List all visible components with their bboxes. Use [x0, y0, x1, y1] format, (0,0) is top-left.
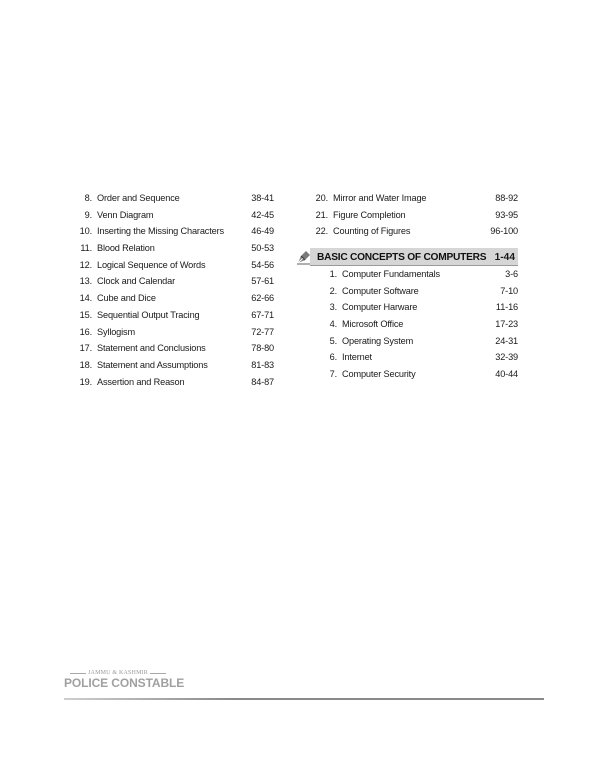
entry-title: Internet: [342, 352, 372, 363]
entry-title: Computer Security: [342, 369, 416, 380]
entry-pages: 32-39: [495, 352, 518, 363]
entry-title: Computer Software: [342, 285, 419, 296]
toc-entry[interactable]: [306, 283, 518, 300]
toc-entry[interactable]: [306, 366, 518, 383]
entry-pages: 93-95: [495, 209, 518, 220]
entry-title: Operating System: [342, 335, 414, 346]
entry-number: 2.: [329, 285, 337, 296]
toc-entry[interactable]: [72, 257, 274, 274]
entry-title: Clock and Calendar: [97, 276, 175, 287]
entry-number: 21.: [315, 209, 328, 220]
entry-pages: 40-44: [495, 369, 518, 380]
toc-entry[interactable]: [72, 273, 274, 290]
entry-pages: 88-92: [495, 193, 518, 203]
entry-pages: 72-77: [251, 326, 274, 337]
entry-title: Computer Fundamentals: [342, 269, 440, 279]
entry-number: 19.: [79, 376, 92, 387]
entry-pages: 24-31: [495, 335, 518, 346]
toc-entry[interactable]: [72, 374, 274, 391]
entry-title: Logical Sequence of Words: [97, 259, 206, 270]
entry-title: Order and Sequence: [97, 193, 180, 203]
entry-number: 1.: [329, 269, 337, 279]
entry-pages: 7-10: [500, 285, 518, 296]
entry-number: 13.: [79, 276, 92, 287]
entry-pages: 81-83: [251, 359, 274, 370]
toc-entry[interactable]: [72, 190, 274, 207]
entry-title: Computer Harware: [342, 302, 418, 313]
toc-entry[interactable]: [72, 340, 274, 357]
section-heading-computers[interactable]: [296, 248, 518, 266]
toc-entry[interactable]: [72, 223, 274, 240]
entry-pages: 50-53: [251, 243, 274, 254]
entry-pages: 42-45: [251, 209, 274, 220]
brand-top-text: JAMMU & KASHMIR: [88, 670, 149, 676]
entry-pages: 62-66: [251, 293, 274, 304]
entry-title: Statement and Conclusions: [97, 343, 206, 354]
entry-number: 4.: [329, 319, 337, 330]
entry-pages: 46-49: [251, 226, 274, 237]
entry-title: Sequential Output Tracing: [97, 309, 200, 320]
entry-number: 7.: [329, 369, 337, 380]
entry-title: Inserting the Missing Characters: [97, 226, 224, 237]
entry-title: Microsoft Office: [342, 319, 404, 330]
entry-pages: 17-23: [495, 319, 518, 330]
entry-pages: 78-80: [251, 343, 274, 354]
section-title: BASIC CONCEPTS OF COMPUTERS: [317, 251, 487, 263]
entry-number: 8.: [84, 193, 92, 203]
toc-entry[interactable]: [306, 207, 518, 224]
entry-number: 14.: [79, 293, 92, 304]
pen-nib-icon: [296, 249, 312, 265]
toc-entry[interactable]: [72, 240, 274, 257]
entry-number: 5.: [329, 335, 337, 346]
entry-number: 9.: [84, 209, 92, 220]
entry-number: 15.: [79, 309, 92, 320]
entry-number: 10.: [79, 226, 92, 237]
toc-section-list: [306, 266, 518, 383]
entry-number: 3.: [329, 302, 337, 313]
section-pages: 1-44: [494, 251, 515, 263]
entry-number: 12.: [79, 259, 92, 270]
toc-entry[interactable]: [72, 290, 274, 307]
brand-title: POLICE CONSTABLE: [64, 676, 185, 690]
entry-title: Figure Completion: [333, 209, 406, 220]
toc-entry[interactable]: [306, 190, 518, 207]
toc-entry[interactable]: [72, 207, 274, 224]
toc-entry[interactable]: [306, 266, 518, 283]
entry-title: Syllogism: [97, 326, 135, 337]
entry-title: Assertion and Reason: [97, 376, 185, 387]
entry-number: 16.: [79, 326, 92, 337]
entry-number: 18.: [79, 359, 92, 370]
entry-number: 20.: [315, 193, 328, 203]
entry-number: 6.: [329, 352, 337, 363]
footer-brand-logo: [64, 670, 194, 690]
entry-number: 11.: [80, 243, 92, 254]
toc-right-column: [306, 190, 518, 240]
entry-number: 22.: [315, 226, 328, 237]
toc-entry[interactable]: [306, 316, 518, 333]
entry-pages: 57-61: [251, 276, 274, 287]
entry-pages: 54-56: [251, 259, 274, 270]
entry-pages: 38-41: [251, 193, 274, 203]
toc-entry[interactable]: [72, 324, 274, 341]
entry-title: Blood Relation: [97, 243, 155, 254]
toc-entry[interactable]: [306, 349, 518, 366]
entry-pages: 3-6: [505, 269, 518, 279]
toc-entry[interactable]: [306, 299, 518, 316]
entry-title: Venn Diagram: [97, 209, 154, 220]
toc-entry[interactable]: [72, 357, 274, 374]
toc-entry[interactable]: [72, 307, 274, 324]
brand-dash: [150, 673, 166, 674]
entry-pages: 96-100: [490, 226, 518, 237]
toc-entry[interactable]: [306, 333, 518, 350]
entry-pages: 11-16: [495, 302, 518, 313]
footer-divider: [64, 698, 544, 700]
entry-title: Mirror and Water Image: [333, 193, 427, 203]
entry-title: Cube and Dice: [97, 293, 156, 304]
entry-pages: 67-71: [251, 309, 274, 320]
entry-title: Counting of Figures: [333, 226, 411, 237]
entry-pages: 84-87: [251, 376, 274, 387]
entry-title: Statement and Assumptions: [97, 359, 208, 370]
toc-entry[interactable]: [306, 223, 518, 240]
entry-number: 17.: [79, 343, 92, 354]
toc-left-column: [72, 190, 274, 390]
brand-dash: [70, 673, 86, 674]
